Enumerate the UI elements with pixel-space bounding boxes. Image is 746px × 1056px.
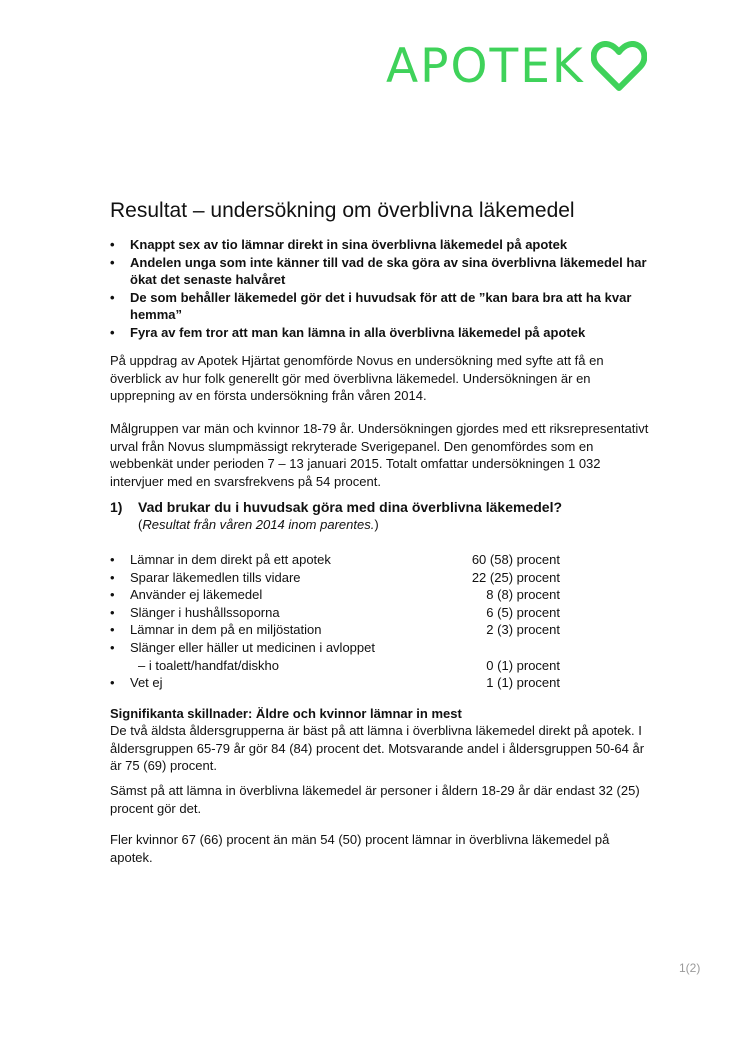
answer-label: Sparar läkemedlen tills vidare bbox=[130, 569, 301, 585]
significant-paragraph: Fler kvinnor 67 (66) procent än män 54 (50) procent lämnar in överblivna läkemedel på apotek. bbox=[110, 832, 610, 865]
method-paragraph: Målgruppen var män och kvinnor 18-79 år. Undersökningen gjordes med ett riksrepresentativt urval från Novus slumpmässigt rekryterade Sverigepanel. Den genomfördes som en webbenkät under perioden 7 – 13 januari 2015. Totalt omfattar undersökningen 1 032 intervjuer med en svarsfrekvens på 54 procent. bbox=[110, 421, 649, 489]
answer-label: Slänger eller häller ut medicinen i avloppet bbox=[130, 639, 375, 655]
page-title: Resultat – undersökning om överblivna läkemedel bbox=[110, 199, 575, 222]
answer-row bbox=[110, 551, 580, 569]
intro-paragraph: På uppdrag av Apotek Hjärtat genomförde Novus en undersökning med syfte att få en överblick av hur folk generellt gör med överblivna läkemedel. Undersökningen är en upprepning av en första undersökning från våren 2014. bbox=[110, 353, 604, 403]
summary-list bbox=[110, 236, 650, 341]
logo-text: APOTEK bbox=[386, 39, 585, 94]
answer-label: Lämnar in dem på en miljöstation bbox=[130, 622, 322, 638]
heart-outline-icon bbox=[591, 41, 647, 93]
question-number: 1) bbox=[110, 499, 123, 515]
answer-value: 22 (25) procent bbox=[471, 569, 560, 585]
summary-item: • De som behåller läkemedel gör det i huvudsak för att de ”kan bara bra att ha kvar hemma” bbox=[110, 289, 650, 324]
bullet-icon: • bbox=[110, 604, 115, 620]
answer-value: 0 (1) procent bbox=[486, 657, 560, 673]
bullet-icon: • bbox=[110, 675, 115, 691]
answer-value: 6 (5) procent bbox=[486, 604, 560, 620]
answer-row bbox=[110, 569, 580, 587]
summary-item: • Knappt sex av tio lämnar direkt in sina överblivna läkemedel på apotek bbox=[110, 236, 650, 254]
question-text: Vad brukar du i huvudsak göra med dina överblivna läkemedel? bbox=[138, 499, 563, 515]
note-close-paren: ) bbox=[374, 517, 379, 532]
question-note bbox=[138, 517, 379, 532]
bullet-icon: • bbox=[110, 587, 115, 603]
answer-row bbox=[110, 639, 580, 657]
bullet-icon: • bbox=[110, 622, 115, 638]
answer-sublabel: – i toalett/handfat/diskho bbox=[138, 657, 279, 673]
significant-paragraph: Sämst på att lämna in överblivna läkemedel är personer i åldern 18-29 år där endast 32 (25) procent gör det. bbox=[110, 783, 640, 816]
answer-row bbox=[110, 621, 580, 639]
answer-row bbox=[110, 586, 580, 604]
answer-value: 60 (58) procent bbox=[471, 552, 560, 567]
summary-item: • Fyra av fem tror att man kan lämna in alla överblivna läkemedel på apotek bbox=[110, 324, 650, 342]
significant-heading: Signifikanta skillnader: Äldre och kvinnor lämnar in mest bbox=[110, 706, 462, 721]
answer-row bbox=[110, 604, 580, 622]
bullet-icon: • bbox=[110, 552, 115, 567]
note-open-paren: ( bbox=[138, 517, 143, 532]
answer-row-continued bbox=[110, 657, 580, 675]
bullet-icon: • bbox=[110, 639, 115, 655]
apotek-logo bbox=[386, 38, 647, 96]
note-text: Resultat från våren 2014 inom parentes. bbox=[142, 517, 375, 532]
answer-value: 8 (8) procent bbox=[486, 587, 560, 603]
answer-list bbox=[110, 551, 580, 692]
answer-label: Lämnar in dem direkt på ett apotek bbox=[130, 552, 331, 567]
answer-label: Slänger i hushållssoporna bbox=[130, 604, 280, 620]
answer-value: 1 (1) procent bbox=[486, 675, 560, 691]
answer-label: Använder ej läkemedel bbox=[130, 587, 263, 603]
answer-row bbox=[110, 674, 580, 692]
summary-item: • Andelen unga som inte känner till vad de ska göra av sina överblivna läkemedel har ökat det senaste halvåret bbox=[110, 254, 650, 289]
page-number: 1(2) bbox=[679, 961, 701, 975]
answer-value: 2 (3) procent bbox=[486, 622, 560, 638]
question-heading bbox=[110, 499, 562, 515]
significant-paragraph: De två äldsta åldersgrupperna är bäst på att lämna i överblivna läkemedel direkt på apotek. I åldersgruppen 65-79 år gör 84 (84) procent det. Motsvarande andel i åldersgruppen 50-64 år är 75 (69) procent. bbox=[110, 723, 645, 773]
bullet-icon: • bbox=[110, 569, 115, 585]
answer-label: Vet ej bbox=[130, 675, 163, 691]
